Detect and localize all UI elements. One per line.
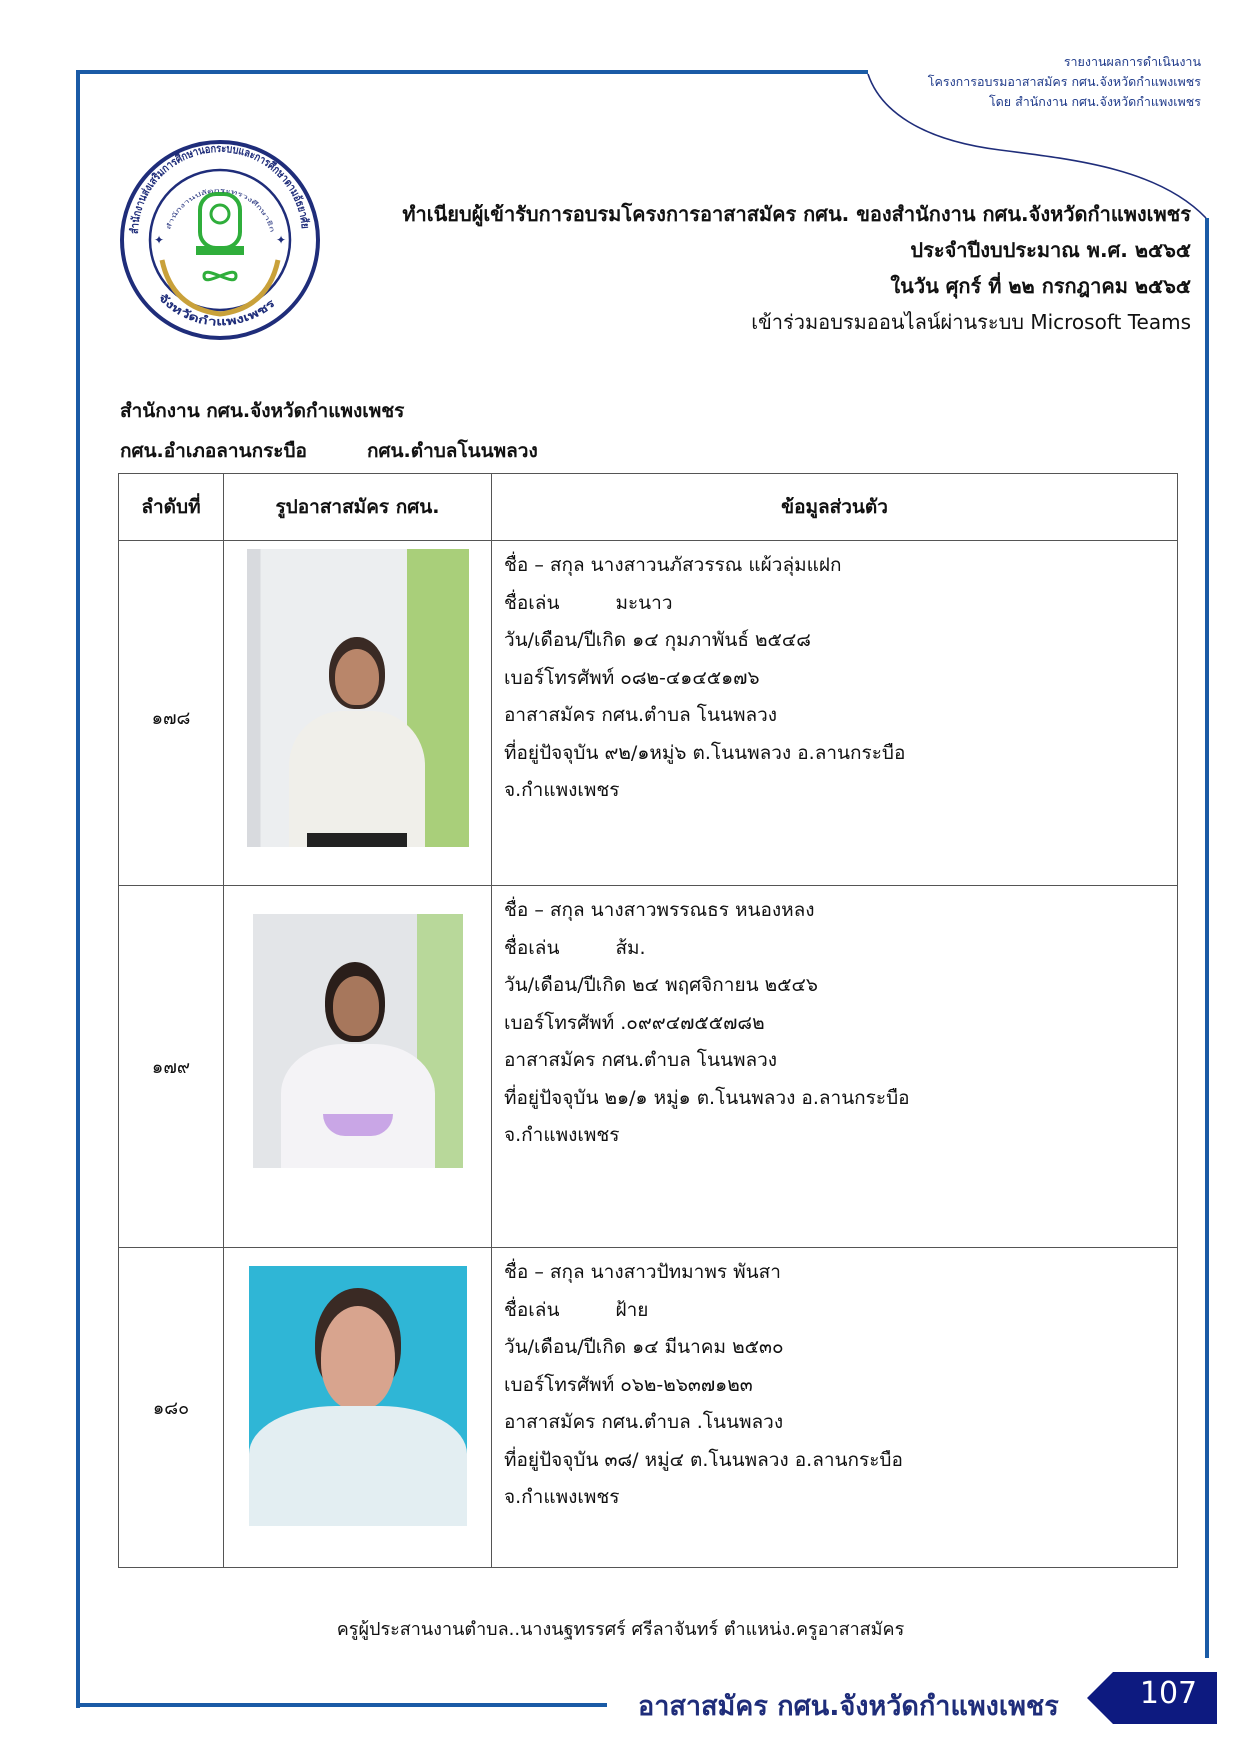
- coordinator-line: ครูผู้ประสานงานตำบล..นางนฐทรรศร์ ศรีลาจันทร์ ตำแหน่ง.ครูอาสาสมัคร: [336, 1619, 905, 1640]
- running-head-line3: โดย สำนักงาน กศน.จังหวัดกำแพงเพชร: [988, 94, 1201, 109]
- frame-bottom-line: [76, 1703, 607, 1707]
- info-volunteer: อาสาสมัคร กศน.ตำบล โนนพลวง: [504, 704, 778, 726]
- info-phone: เบอร์โทรศัพท์ .๐๙๙๔๗๕๕๗๘๒: [504, 1011, 765, 1034]
- volunteer-photo: [247, 549, 469, 847]
- info-nickname-line: [504, 585, 1177, 623]
- header-number: ลำดับที่: [119, 474, 224, 541]
- frame-left-line: [76, 70, 80, 1708]
- logo-bottom-text: จังหวัดกำแพงเพชร: [155, 290, 276, 329]
- info-name: ชื่อ – สกุล นางสาวปัทมาพร พันสา: [504, 1261, 781, 1283]
- office-seal-logo: [118, 138, 323, 343]
- info-province: จ.กำแพงเพชร: [504, 1124, 620, 1146]
- title-line4: เข้าร่วมอบรมออนไลน์ผ่านระบบ Microsoft Teams: [751, 310, 1191, 334]
- row-number: ๑๘๐: [119, 1248, 224, 1568]
- office-label: สำนักงาน กศน.จังหวัดกำแพงเพชร: [120, 400, 405, 422]
- photo-cell: [224, 541, 492, 886]
- info-name: ชื่อ – สกุล นางสาวพรรณธร หนองหลง: [504, 899, 815, 921]
- nickname-label: ชื่อเล่น: [504, 591, 560, 614]
- nickname-value: ส้ม.: [615, 936, 646, 959]
- info-address: ที่อยู่ปัจจุบัน ๙๒/๑หมู่๖ ต.โนนพลวง อ.ลานกระบือ: [504, 741, 906, 764]
- svg-text:✦: ✦: [276, 233, 287, 247]
- info-cell: [492, 886, 1178, 1248]
- footer-title: อาสาสมัคร กศน.จังหวัดกำแพงเพชร: [638, 1691, 1059, 1722]
- document-title: [340, 196, 1191, 340]
- photo-cell: [224, 1248, 492, 1568]
- table-row: [119, 541, 1178, 886]
- info-name: ชื่อ – สกุล นางสาวนภัสวรรณ แผ้วลุ่มแฝก: [504, 554, 842, 576]
- frame-right-line: [1205, 218, 1209, 1658]
- info-address: ที่อยู่ปัจจุบัน ๓๘/ หมู่๔ ต.โนนพลวง อ.ลานกระบือ: [504, 1448, 903, 1471]
- info-phone: เบอร์โทรศัพท์ ๐๘๒-๔๑๔๕๑๗๖: [504, 666, 760, 689]
- table-row: [119, 1248, 1178, 1568]
- info-volunteer: อาสาสมัคร กศน.ตำบล โนนพลวง: [504, 1049, 778, 1071]
- info-nickname-line: [504, 1292, 1177, 1330]
- running-head-line1: รายงานผลการดำเนินงาน: [1063, 54, 1201, 69]
- photo-cell: [224, 886, 492, 1248]
- svg-text:✦: ✦: [154, 233, 165, 247]
- running-head-line2: โครงการอบรมอาสาสมัคร กศน.จังหวัดกำแพงเพชร: [927, 74, 1201, 89]
- row-number: ๑๗๘: [119, 541, 224, 886]
- logo-inner-text: สำนักงานปลัดกระทรวงศึกษาธิก: [165, 187, 275, 231]
- info-cell: [492, 1248, 1178, 1568]
- nickname-value: มะนาว: [615, 591, 673, 614]
- title-line1: ทำเนียบผู้เข้ารับการอบรมโครงการอาสาสมัคร กศน. ของสำนักงาน กศน.จังหวัดกำแพงเพชร: [402, 202, 1191, 226]
- header-photo: รูปอาสาสมัคร กศน.: [224, 474, 492, 541]
- page-number: 107: [1139, 1676, 1198, 1711]
- title-line2: ประจำปีงบประมาณ พ.ศ. ๒๕๖๕: [910, 238, 1191, 262]
- district-line: [120, 436, 538, 466]
- running-head: [928, 52, 1201, 112]
- nickname-value: ฝ้าย: [615, 1298, 649, 1321]
- subdistrict-label: กศน.ตำบลโนนพลวง: [366, 440, 538, 462]
- info-volunteer: อาสาสมัคร กศน.ตำบล .โนนพลวง: [504, 1411, 784, 1433]
- info-cell: [492, 541, 1178, 886]
- info-phone: เบอร์โทรศัพท์ ๐๖๒-๒๖๓๗๑๒๓: [504, 1373, 753, 1396]
- header-info: ข้อมูลส่วนตัว: [492, 474, 1178, 541]
- volunteer-table: [118, 473, 1178, 1568]
- row-number: ๑๗๙: [119, 886, 224, 1248]
- info-dob: วัน/เดือน/ปีเกิด ๑๔ กุมภาพันธ์ ๒๕๔๘: [504, 629, 811, 651]
- info-address: ที่อยู่ปัจจุบัน ๒๑/๑ หมู่๑ ต.โนนพลวง อ.ลานกระบือ: [504, 1086, 910, 1109]
- nickname-label: ชื่อเล่น: [504, 1298, 560, 1321]
- district-label: กศน.อำเภอลานกระบือ: [120, 440, 307, 462]
- info-dob: วัน/เดือน/ปีเกิด ๑๔ มีนาคม ๒๕๓๐: [504, 1336, 784, 1358]
- frame-top-line: [76, 70, 868, 74]
- table-row: [119, 886, 1178, 1248]
- info-nickname-line: [504, 930, 1177, 968]
- info-dob: วัน/เดือน/ปีเกิด ๒๔ พฤศจิกายน ๒๕๔๖: [504, 974, 818, 996]
- table-header-row: [119, 474, 1178, 541]
- info-province: จ.กำแพงเพชร: [504, 779, 620, 801]
- volunteer-photo: [249, 1266, 467, 1526]
- volunteer-photo: [253, 914, 463, 1168]
- logo-outer-text: สำนักงานส่งเสริมการศึกษานอกระบบและการศึกษาตามอัธยาศัย: [127, 141, 312, 235]
- nickname-label: ชื่อเล่น: [504, 936, 560, 959]
- info-province: จ.กำแพงเพชร: [504, 1486, 620, 1508]
- title-line3: ในวัน ศุกร์ ที่ ๒๒ กรกฎาคม ๒๕๖๕: [890, 274, 1191, 298]
